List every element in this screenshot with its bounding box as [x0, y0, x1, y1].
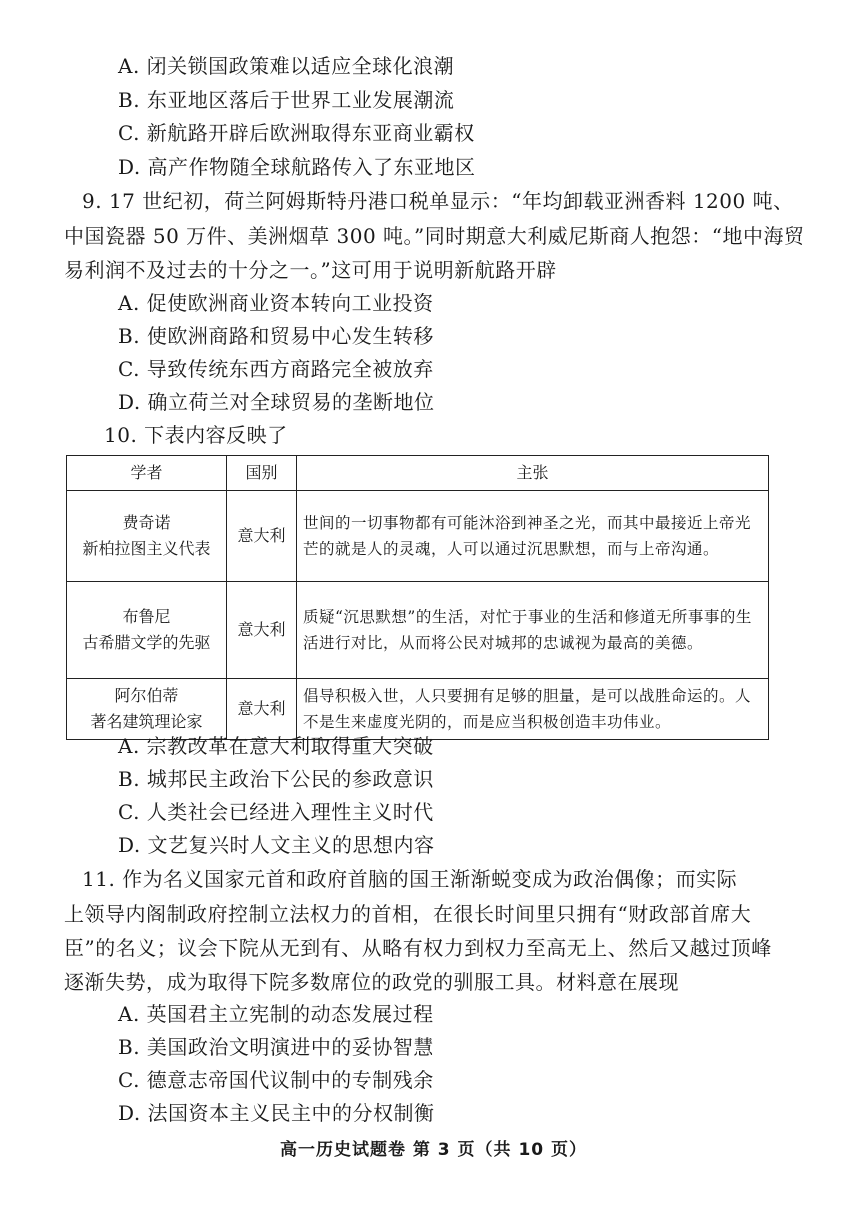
q9-option-c: C. 导致传统东西方商路完全被放弃	[118, 357, 434, 381]
q9-stem-line-2: 中国瓷器 50 万件、美洲烟草 300 吨。”同时期意大利威尼斯商人抱怨：“地中海贸	[64, 224, 805, 248]
q8-option-d: D. 高产作物随全球航路传入了东亚地区	[118, 155, 476, 179]
q11-option-a: A. 英国君主立宪制的动态发展过程	[118, 1002, 434, 1026]
q8-option-b: B. 东亚地区落后于世界工业发展潮流	[118, 88, 455, 112]
page-footer: 高一历史试题卷 第 3 页（共 10 页）	[279, 1140, 588, 1160]
scholar-title: 著名建筑理论家	[90, 712, 203, 731]
q9-stem-line-1: 9. 17 世纪初，荷兰阿姆斯特丹港口税单显示：“年均卸载亚洲香料 1200 吨、	[82, 189, 794, 213]
q10-option-d: D. 文艺复兴时人文主义的思想内容	[118, 833, 435, 857]
country-cell: 意大利	[227, 679, 297, 740]
scholar-name: 费奇诺	[122, 513, 171, 532]
scholar-cell	[67, 679, 227, 740]
q11-stem-line-1: 11. 作为名义国家元首和政府首脑的国王渐渐蜕变成为政治偶像；而实际	[82, 867, 738, 891]
q11-stem-line-3: 臣”的名义；议会下院从无到有、从略有权力到权力至高无上、然后又越过顶峰	[64, 936, 772, 960]
scholar-title: 古希腊文学的先驱	[82, 633, 211, 652]
table-row	[67, 679, 769, 740]
q8-option-c: C. 新航路开辟后欧洲取得东亚商业霸权	[118, 121, 475, 145]
q11-stem-line-2: 上领导内阁制政府控制立法权力的首相，在很长时间里只拥有“财政部首席大	[64, 902, 752, 926]
scholar-name: 布鲁尼	[122, 607, 171, 626]
q11-option-b: B. 美国政治文明演进中的妥协智慧	[118, 1035, 434, 1059]
table-header-row	[67, 456, 769, 491]
scholar-cell	[67, 582, 227, 679]
q8-option-a: A. 闭关锁国政策难以适应全球化浪潮	[118, 54, 455, 78]
table-row	[67, 582, 769, 679]
q9-stem-line-3: 易利润不及过去的十分之一。”这可用于说明新航路开辟	[64, 258, 557, 282]
claim-cell: 世间的一切事物都有可能沐浴到神圣之光，而其中最接近上帝光芒的就是人的灵魂，人可以通过沉思默想，而与上帝沟通。	[297, 491, 769, 582]
q9-option-a: A. 促使欧洲商业资本转向工业投资	[118, 291, 434, 315]
q9-option-b: B. 使欧洲商路和贸易中心发生转移	[118, 324, 434, 348]
q9-option-d: D. 确立荷兰对全球贸易的垄断地位	[118, 390, 435, 414]
table-row	[67, 491, 769, 582]
q10-option-a: A. 宗教改革在意大利取得重大突破	[118, 734, 434, 758]
header-country: 国别	[227, 456, 297, 491]
scholar-cell	[67, 491, 227, 582]
q11-stem-line-4: 逐渐失势，成为取得下院多数席位的政党的驯服工具。材料意在展现	[64, 970, 679, 994]
q10-option-b: B. 城邦民主政治下公民的参政意识	[118, 767, 434, 791]
q11-option-c: C. 德意志帝国代议制中的专制残余	[118, 1068, 434, 1092]
scholar-name: 阿尔伯蒂	[114, 686, 179, 705]
country-cell: 意大利	[227, 582, 297, 679]
q11-option-d: D. 法国资本主义民主中的分权制衡	[118, 1101, 435, 1125]
scholars-table	[66, 455, 769, 740]
q10-stem: 10. 下表内容反映了	[104, 423, 288, 447]
claim-cell: 质疑“沉思默想”的生活，对忙于事业的生活和修道无所事事的生活进行对比，从而将公民对城邦的忠诚视为最高的美德。	[297, 582, 769, 679]
scholar-title: 新柏拉图主义代表	[82, 539, 211, 558]
header-scholar: 学者	[67, 456, 227, 491]
q10-option-c: C. 人类社会已经进入理性主义时代	[118, 800, 434, 824]
claim-cell: 倡导积极入世，人只要拥有足够的胆量，是可以战胜命运的。人不是生来虚度光阴的，而是应当积极创造丰功伟业。	[297, 679, 769, 740]
header-claim: 主张	[297, 456, 769, 491]
country-cell: 意大利	[227, 491, 297, 582]
